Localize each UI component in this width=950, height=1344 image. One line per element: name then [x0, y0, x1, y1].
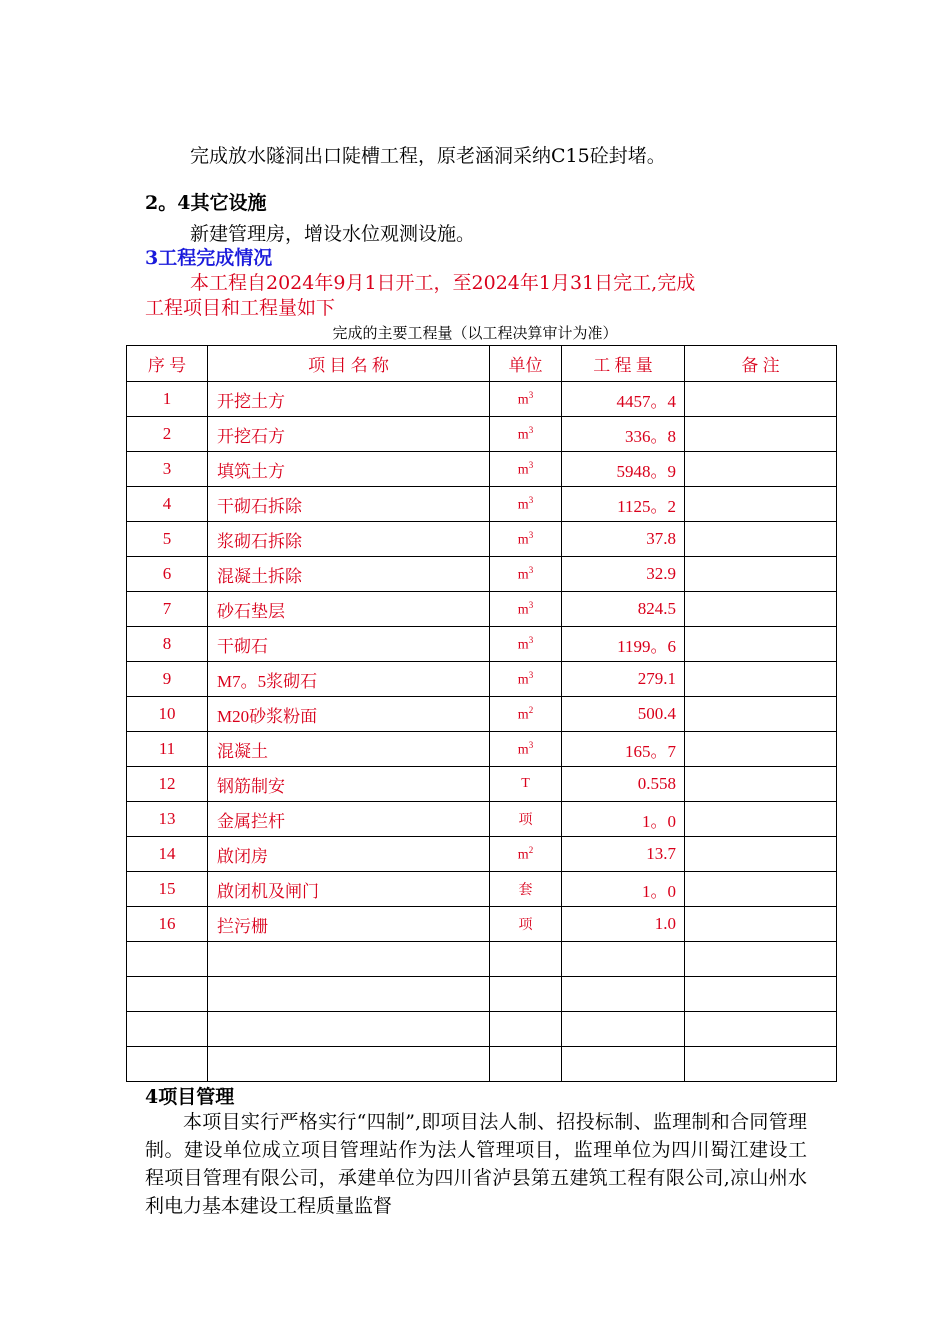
cell-name: 干砌石 [208, 627, 490, 662]
unit-superscript: 3 [528, 634, 534, 645]
cell-qty: 165。7 [562, 732, 685, 767]
section-3-line1: 本工程自2024年9月1日开工，至2024年1月31日完工,完成 [190, 272, 696, 294]
cell-unit [490, 767, 562, 802]
cell-no: 11 [127, 732, 208, 767]
cell-name [208, 1047, 490, 1082]
table-row [127, 732, 837, 767]
header-qty: 工 程 量 [562, 346, 685, 382]
cell-qty: 5948。9 [562, 452, 685, 487]
unit-text: m [517, 567, 529, 583]
cell-name: 拦污栅 [208, 907, 490, 942]
table-row [127, 942, 837, 977]
unit-text: m [517, 602, 529, 618]
cell-no: 9 [127, 662, 208, 697]
cell-unit [490, 872, 562, 907]
cell-note [685, 417, 837, 452]
table-row [127, 417, 837, 452]
unit-text: T [521, 776, 530, 791]
table-row [127, 872, 837, 907]
table-row [127, 452, 837, 487]
cell-name [208, 977, 490, 1012]
cell-unit [490, 732, 562, 767]
cell-note [685, 767, 837, 802]
cell-qty: 1.0 [562, 907, 685, 942]
table-row [127, 592, 837, 627]
table-row [127, 1047, 837, 1082]
cell-no: 6 [127, 557, 208, 592]
unit-superscript: 3 [528, 459, 534, 470]
cell-unit [490, 662, 562, 697]
cell-qty [562, 1047, 685, 1082]
unit-text: m [517, 427, 529, 443]
cell-note [685, 557, 837, 592]
cell-name: 砂石垫层 [208, 592, 490, 627]
intro-line: 完成放水隧洞出口陡槽工程，原老涵洞采纳C15砼封堵。 [190, 145, 666, 167]
unit-text: 套 [518, 883, 533, 898]
unit-text: m [517, 532, 529, 548]
section-4-paragraph: 本项目实行严格实行“四制”,即项目法人制、招投标制、监理制和合同管理制。建设单位成立项目管理站作为法人管理项目，监理单位为四川蜀江建设工程项目管理有限公司，承建单位为四川省泸县第五建筑工程有限公司,凉山州水利电力基本建设工程质量监督 [145, 1111, 807, 1217]
cell-unit [490, 907, 562, 942]
cell-note [685, 732, 837, 767]
section-3-line2: 工程项目和工程量如下 [145, 297, 336, 319]
section-2-4-text: 新建管理房，增设水位观测设施。 [190, 223, 476, 245]
cell-name: 金属拦杆 [208, 802, 490, 837]
cell-note [685, 662, 837, 697]
unit-text: m [517, 847, 529, 863]
cell-no [127, 1012, 208, 1047]
cell-unit [490, 942, 562, 977]
section-2-4-heading: 2。4其它设施 [145, 192, 267, 214]
cell-name: 钢筋制安 [208, 767, 490, 802]
cell-no: 3 [127, 452, 208, 487]
cell-no: 5 [127, 522, 208, 557]
table-caption: 完成的主要工程量（以工程决算审计为准） [332, 324, 618, 342]
unit-superscript: 3 [528, 564, 534, 575]
cell-no: 2 [127, 417, 208, 452]
cell-note [685, 802, 837, 837]
cell-name [208, 1012, 490, 1047]
cell-unit [490, 837, 562, 872]
cell-qty: 1。0 [562, 872, 685, 907]
table-row [127, 802, 837, 837]
table-header-row [127, 346, 837, 382]
table-row [127, 662, 837, 697]
unit-superscript: 3 [528, 494, 534, 505]
unit-superscript: 2 [528, 704, 534, 715]
table-row [127, 977, 837, 1012]
cell-name: M7。5浆砌石 [208, 662, 490, 697]
cell-qty: 279.1 [562, 662, 685, 697]
cell-note [685, 1047, 837, 1082]
cell-no: 8 [127, 627, 208, 662]
cell-unit [490, 1012, 562, 1047]
unit-superscript: 2 [528, 844, 534, 855]
cell-name: 啟闭房 [208, 837, 490, 872]
cell-note [685, 592, 837, 627]
header-no: 序 号 [127, 346, 208, 382]
cell-qty: 0.558 [562, 767, 685, 802]
cell-unit [490, 557, 562, 592]
unit-superscript: 3 [528, 669, 534, 680]
cell-qty: 1。0 [562, 802, 685, 837]
cell-name: 混凝土 [208, 732, 490, 767]
table-row [127, 837, 837, 872]
cell-note [685, 697, 837, 732]
cell-note [685, 522, 837, 557]
cell-unit [490, 417, 562, 452]
table-row [127, 382, 837, 417]
cell-qty: 4457。4 [562, 382, 685, 417]
cell-qty: 500.4 [562, 697, 685, 732]
cell-no: 4 [127, 487, 208, 522]
cell-name: M20砂浆粉面 [208, 697, 490, 732]
cell-note [685, 942, 837, 977]
table-row [127, 697, 837, 732]
cell-no: 1 [127, 382, 208, 417]
unit-text: m [517, 707, 529, 723]
section-3-heading: 3工程完成情况 [145, 247, 273, 269]
cell-qty: 336。8 [562, 417, 685, 452]
table-row [127, 487, 837, 522]
cell-no: 12 [127, 767, 208, 802]
cell-qty [562, 977, 685, 1012]
cell-name: 开挖土方 [208, 382, 490, 417]
cell-no: 10 [127, 697, 208, 732]
cell-qty [562, 942, 685, 977]
cell-name: 填筑土方 [208, 452, 490, 487]
cell-unit [490, 452, 562, 487]
cell-name: 干砌石拆除 [208, 487, 490, 522]
cell-no: 14 [127, 837, 208, 872]
cell-note [685, 627, 837, 662]
unit-text: m [517, 742, 529, 758]
cell-unit [490, 522, 562, 557]
cell-unit [490, 487, 562, 522]
table-row [127, 767, 837, 802]
unit-superscript: 3 [528, 389, 534, 400]
cell-note [685, 452, 837, 487]
cell-no: 13 [127, 802, 208, 837]
cell-qty: 824.5 [562, 592, 685, 627]
table-row [127, 907, 837, 942]
cell-no: 7 [127, 592, 208, 627]
cell-note [685, 837, 837, 872]
unit-text: m [517, 637, 529, 653]
cell-unit [490, 592, 562, 627]
cell-unit [490, 382, 562, 417]
cell-name: 浆砌石拆除 [208, 522, 490, 557]
cell-note [685, 872, 837, 907]
cell-note [685, 487, 837, 522]
unit-superscript: 3 [528, 529, 534, 540]
cell-name [208, 942, 490, 977]
table-row [127, 557, 837, 592]
cell-qty: 37.8 [562, 522, 685, 557]
cell-note [685, 977, 837, 1012]
unit-text: m [517, 497, 529, 513]
cell-unit [490, 1047, 562, 1082]
table-row [127, 522, 837, 557]
cell-no [127, 977, 208, 1012]
cell-qty: 13.7 [562, 837, 685, 872]
cell-note [685, 382, 837, 417]
cell-name: 混凝土拆除 [208, 557, 490, 592]
cell-unit [490, 627, 562, 662]
table-row [127, 627, 837, 662]
cell-no: 16 [127, 907, 208, 942]
cell-qty: 1199。6 [562, 627, 685, 662]
quantities-table [126, 345, 837, 1082]
cell-qty [562, 1012, 685, 1047]
unit-text: 项 [518, 813, 533, 828]
unit-superscript: 3 [528, 424, 534, 435]
cell-qty: 1125。2 [562, 487, 685, 522]
unit-text: 项 [518, 918, 533, 933]
table-row [127, 1012, 837, 1047]
cell-name: 开挖石方 [208, 417, 490, 452]
section-4-heading: 4项目管理 [145, 1086, 235, 1108]
unit-text: m [517, 392, 529, 408]
cell-no [127, 942, 208, 977]
cell-name: 啟闭机及闸门 [208, 872, 490, 907]
unit-superscript: 3 [528, 599, 534, 610]
cell-note [685, 1012, 837, 1047]
header-name: 项 目 名 称 [208, 346, 490, 382]
unit-text: m [517, 672, 529, 688]
cell-note [685, 907, 837, 942]
cell-unit [490, 802, 562, 837]
cell-unit [490, 977, 562, 1012]
unit-superscript: 3 [528, 739, 534, 750]
header-note: 备 注 [685, 346, 837, 382]
unit-text: m [517, 462, 529, 478]
cell-qty: 32.9 [562, 557, 685, 592]
cell-no [127, 1047, 208, 1082]
cell-no: 15 [127, 872, 208, 907]
header-unit: 单位 [490, 346, 562, 382]
cell-unit [490, 697, 562, 732]
